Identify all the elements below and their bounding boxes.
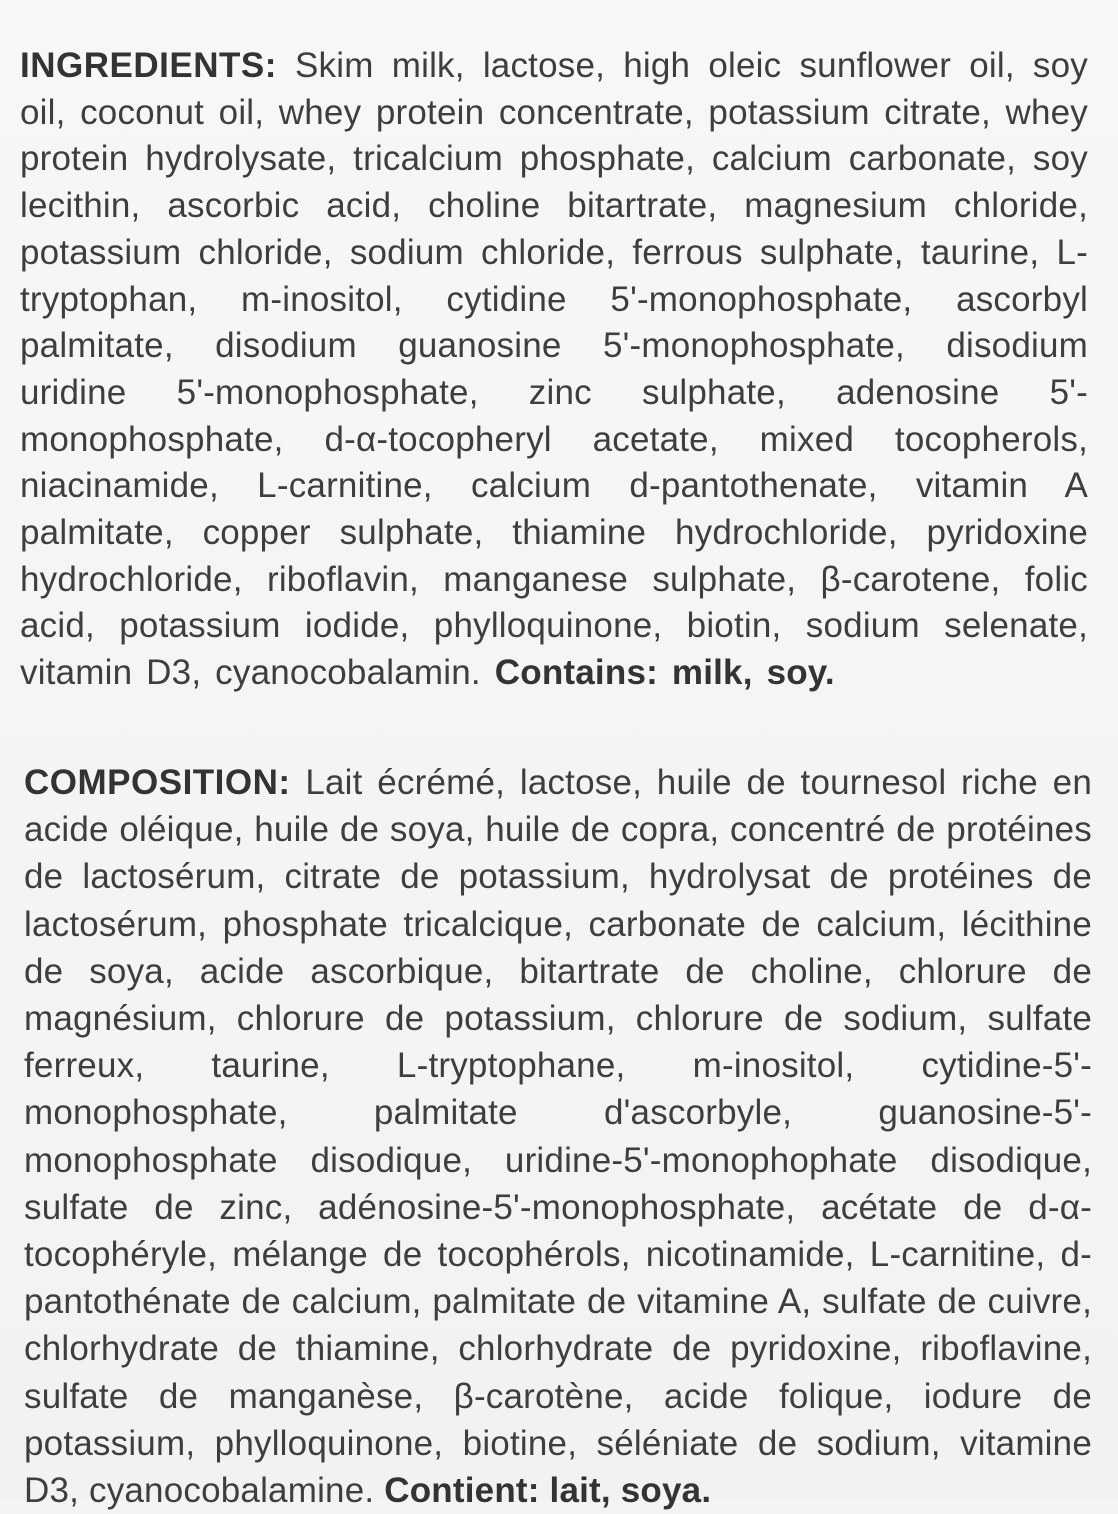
ingredients-section [20, 43, 1088, 697]
ingredients-allergen-statement: Contains: milk, soy. [494, 653, 835, 693]
ingredients-list: Skim milk, lactose, high oleic sunflower oil, soy oil, coconut oil, whey protein concentrate, potassium citrate, whey protein hydrolysate, tricalcium phosphate, calcium carbonate, soy lecithin, ascorbic acid, choline bitartrate, magnesium chloride, potassium chloride, sodium chloride, ferrous sulphate, taurine, L-tryptophan, m-inositol, cytidine 5'-monophosphate, ascorbyl palmitate, disodium guanosine 5'-monophosphate, disodium uridine 5'-monophosphate, zinc sulphate, adenosine 5'-monophosphate, d-α-tocopheryl acetate, mixed tocopherols, niacinamide, L-carnitine, calcium d-pantothenate, vitamin A palmitate, copper sulphate, thiamine hydrochloride, pyridoxine hydrochloride, riboflavin, manganese sulphate, β-carotene, folic acid, potassium iodide, phylloquinone, biotin, sodium selenate, vitamin D3, cyanocobalamin. [20, 46, 1088, 693]
composition-heading: COMPOSITION: [24, 763, 291, 802]
ingredients-heading: INGREDIENTS: [20, 46, 277, 85]
composition-allergen-statement: Contient: lait, soya. [384, 1471, 712, 1511]
composition-section [24, 759, 1092, 1514]
composition-list: Lait écrémé, lactose, huile de tournesol riche en acide oléique, huile de soya, huile de copra, concentré de protéines de lactosérum, citrate de potassium, hydrolysat de protéines de lactosérum, phosphate tricalcique, carbonate de calcium, lécithine de soya, acide ascorbique, bitartrate de choline, chlorure de magnésium, chlorure de potassium, chlorure de sodium, sulfate ferreux, taurine, L-tryptophane, m-inositol, cytidine-5'-monophosphate, palmitate d'ascorbyle, guanosine-5'-monophosphate disodique, uridine-5'-monophophate disodique, sulfate de zinc, adénosine-5'-monophosphate, acétate de d-α-tocophéryle, mélange de tocophérols, nicotinamide, L-carnitine, d-pantothénate de calcium, palmitate de vitamine A, sulfate de cuivre, chlorhydrate de thiamine, chlorhydrate de pyridoxine, riboflavine, sulfate de manganèse, β-carotène, acide folique, iodure de potassium, phylloquinone, biotine, séléniate de sodium, vitamine D3, cyanocobalamine. [24, 763, 1092, 1511]
